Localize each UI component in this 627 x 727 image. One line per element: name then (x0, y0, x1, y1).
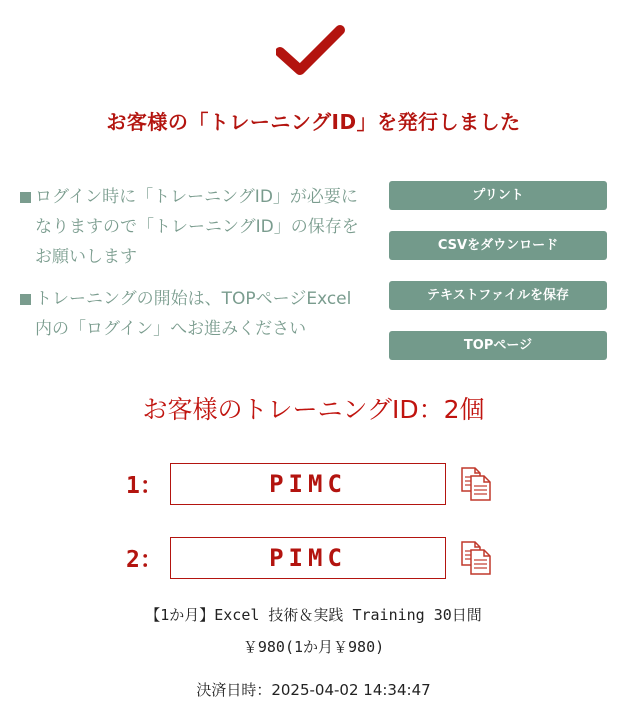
training-id-row (0, 463, 627, 505)
training-id-field[interactable]: PIMC (170, 537, 446, 579)
training-id-count-heading: お客様のトレーニングID：2個 (142, 395, 485, 424)
save-text-file-button[interactable]: テキストファイルを保存 (389, 281, 607, 310)
top-page-button[interactable]: TOPページ (389, 331, 607, 360)
training-id-number: 2： (126, 547, 163, 573)
copy-icon[interactable] (460, 541, 492, 575)
course-name: 【1か月】Excel 技術＆実践 Training 30日間 (145, 606, 482, 624)
training-id-number: 1： (126, 473, 163, 499)
course-price: ￥980(1か月￥980) (242, 638, 385, 656)
settlement-datetime: 決済日時：2025-04-02 14:34:47 (196, 681, 431, 699)
square-bullet-icon (20, 192, 31, 203)
action-buttons (389, 181, 607, 381)
instructions (18, 182, 368, 356)
training-id-row (0, 537, 627, 579)
page-title: お客様の「トレーニングID」を発行しました (106, 110, 521, 134)
download-csv-button[interactable]: CSVをダウンロード (389, 231, 607, 260)
square-bullet-icon (20, 294, 31, 305)
note-start-training (18, 284, 368, 344)
note-save-id-text: ログイン時に「トレーニングID」が必要になりますので「トレーニングID」の保存をお願いします (35, 187, 359, 267)
note-save-id (18, 182, 368, 272)
note-start-training-text: トレーニングの開始は、TOPページExcel内の「ログイン」へお進みください (35, 289, 352, 339)
checkmark-icon (276, 24, 346, 76)
training-id-field[interactable]: PIMC (170, 463, 446, 505)
print-button[interactable]: プリント (389, 181, 607, 210)
copy-icon[interactable] (460, 467, 492, 501)
